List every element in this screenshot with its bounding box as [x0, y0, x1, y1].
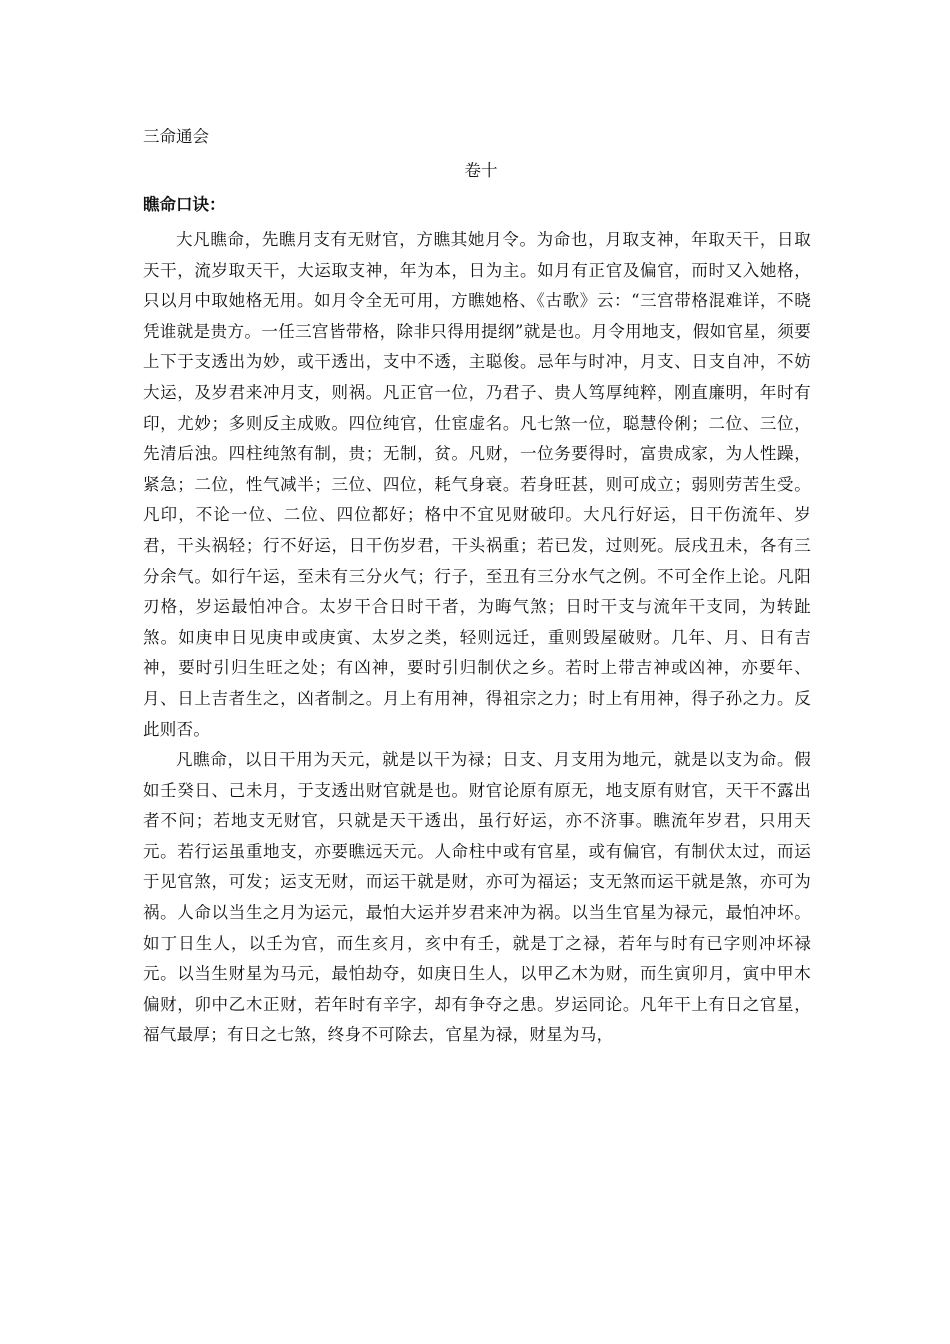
volume-title: 卷十 — [464, 161, 498, 180]
book-title: 三命通会 — [143, 127, 209, 146]
paragraph-1: 大凡瞧命，先瞧月支有无财官，方瞧其她月令。为命也，月取支神，年取天干，日取天干，流岁取天干，大运取支神，年为本，日为主。如月有正官及偏官，而时又入她格，只以月中取她格无用。如月令全无可用，方瞧她格、《古歌》云：“三宫带格混难详，不晓凭谁就是贵方。一任三宫皆带格，除非只得用提纲”就是也。月令用地支，假如官星，须要上下于支透出为妙，或干透出，支中不透，主聪俊。忌年与时冲，月支、日支自冲，不妨大运，及岁君来冲月支，则祸。凡正官一位，乃君子、贵人笃厚纯粹，刚直廉明，年时有印，尤妙；多则反主成败。四位纯官，仕宦虚名。凡七煞一位，聪慧伶俐；二位、三位，先清后浊。四柱纯煞有制，贵；无制，贫。凡财，一位务要得时，富贵成家，为人性躁，紧急；二位，性气减半；三位、四位，耗气身衰。若身旺甚，则可成立；弱则劳苦生受。凡印，不论一位、二位、四位都好；格中不宜见财破印。大凡行好运，日干伤流年、岁君，干头祸轻；行不好运，日干伤岁君，干头祸重；若已发，过则死。辰戌丑未，各有三分余气。如行午运，至未有三分火气；行子，至丑有三分水气之例。不可全作上论。凡阳刃格，岁运最怕冲合。太岁干合日时干者，为晦气煞；日时干支与流年干支同，为转趾煞。如庚申日见庚申或庚寅、太岁之类，轻则远迁，重则毁屋破财。几年、月、日有吉神，要时引归生旺之处；有凶神，要时引归制伏之乡。若时上带吉神或凶神，亦要年、月、日上吉者生之，凶者制之。月上有用神，得祖宗之力；时上有用神，得子孙之力。反此则否。 — [143, 230, 811, 739]
section-title: 瞧命口诀： — [143, 195, 226, 214]
body-text — [143, 225, 811, 1051]
paragraph-2: 凡瞧命，以日干用为天元，就是以干为禄；日支、月支用为地元，就是以支为命。假如壬癸日、己未月，于支透出财官就是也。财官论原有原无，地支原有财官，天干不露出者不问；若地支无财官，只就是天干透出，虽行好运，亦不济事。瞧流年岁君，只用天元。若行运虽重地支，亦要瞧远天元。人命柱中或有官星，或有偏官，有制伏太过，而运于见官煞，可发；运支无财，而运干就是财，亦可为福运；支无煞而运干就是煞，亦可为祸。人命以当生之月为运元，最怕大运并岁君来冲为祸。以当生官星为禄元，最怕冲坏。如丁日生人，以壬为官，而生亥月，亥中有壬，就是丁之禄，若年与时有已字则冲坏禄元。以当生财星为马元，最怕劫夺，如庚日生人，以甲乙木为财，而生寅卯月，寅中甲木偏财，卯中乙木正财，若年时有辛字，却有争夺之患。岁运同论。凡年干上有日之官星，福气最厚；有日之七煞，终身不可除去，官星为禄，财星为马， — [143, 750, 811, 1045]
